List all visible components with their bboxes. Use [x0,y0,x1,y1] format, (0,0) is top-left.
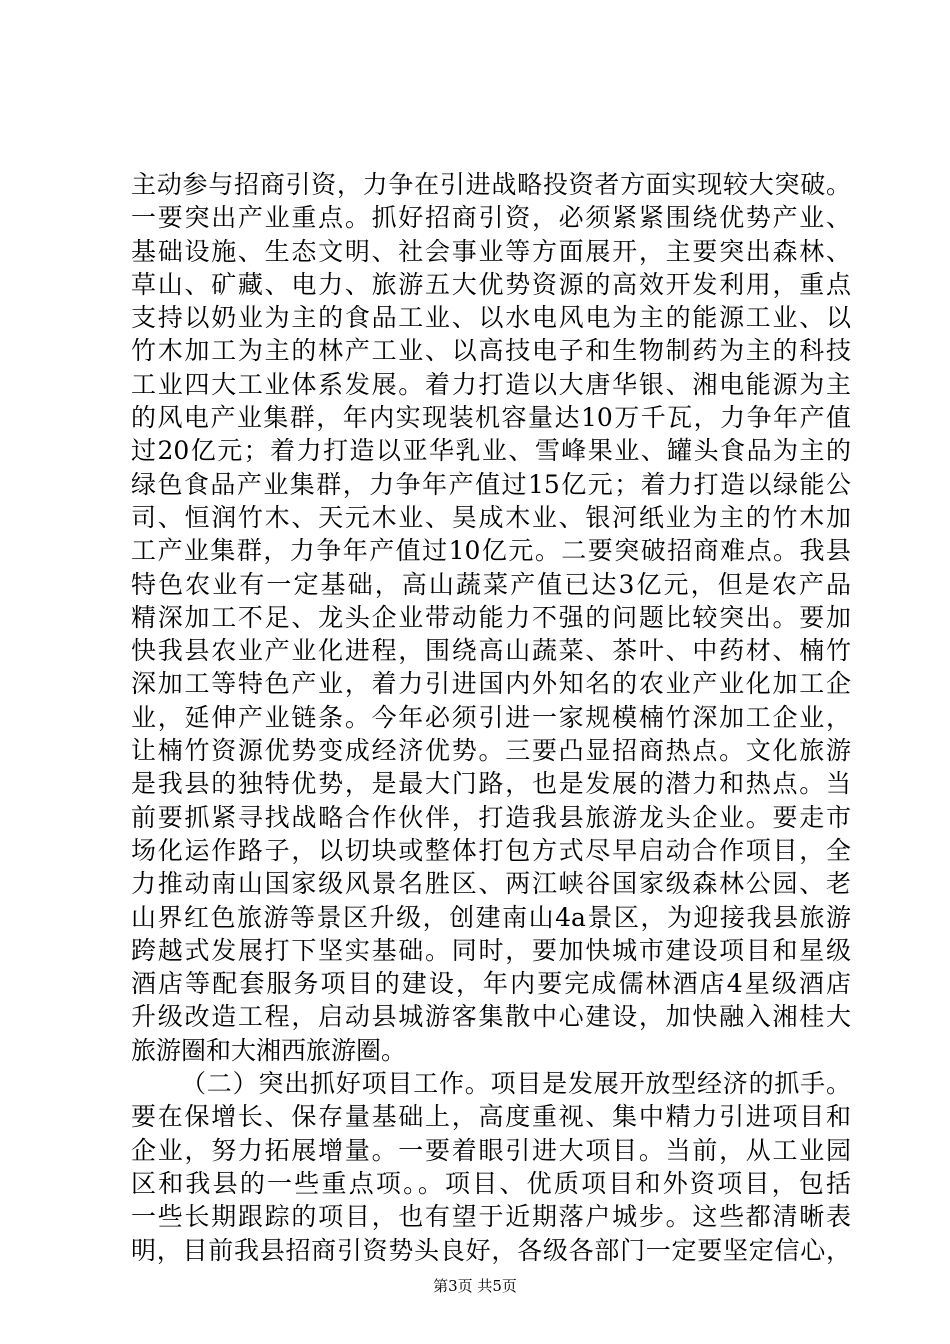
text-line: 是我县的独特优势，是最大门路，也是发展的潜力和热点。当 [131,769,851,799]
text-line: 基础设施、生态文明、社会事业等方面展开，主要突出森林、 [131,236,851,266]
text-line: 酒店等配套服务项目的建设，年内要完成儒林酒店4星级酒店 [131,969,851,999]
text-line: 业，延伸产业链条。今年必须引进一家规模楠竹深加工企业， [131,702,851,732]
text-line: 一要突出产业重点。抓好招商引资，必须紧紧围绕优势产业、 [131,203,851,233]
text-line: 支持以奶业为主的食品工业、以水电风电为主的能源工业、以 [131,303,851,333]
text-line: 前要抓紧寻找战略合作伙伴，打造我县旅游龙头企业。要走市 [131,802,851,832]
text-line: 司、恒润竹木、天元木业、昊成木业、银河纸业为主的竹木加 [131,502,851,532]
text-line: 力推动南山国家级风景名胜区、两江峡谷国家级森林公园、老 [131,869,851,899]
text-line: 场化运作路子，以切块或整体打包方式尽早启动合作项目，全 [131,835,851,865]
text-line: 深加工等特色产业，着力引进国内外知名的农业产业化加工企 [131,669,851,699]
text-line: 山界红色旅游等景区升级，创建南山4a景区，为迎接我县旅游 [131,902,851,932]
text-line: 区和我县的一些重点项。。项目、优质项目和外资项目，包括 [131,1168,851,1198]
text-line: 的风电产业集群，年内实现装机容量达10万千瓦，力争年产值 [131,403,851,433]
text-line: 工业四大工业体系发展。着力打造以大唐华银、湘电能源为主 [131,369,851,399]
text-line: 工产业集群，力争年产值过10亿元。二要突破招商难点。我县 [131,536,851,566]
section-heading-line: （二）突出抓好项目工作。项目是发展开放型经济的抓手。 [181,1069,851,1099]
text-line: 过20亿元；着力打造以亚华乳业、雪峰果业、罐头食品为主的 [131,436,851,466]
text-line: 一些长期跟踪的项目，也有望于近期落户城步。这些都清晰表 [131,1202,851,1232]
text-line: 精深加工不足、龙头企业带动能力不强的问题比较突出。要加 [131,602,851,632]
body-text [131,168,851,1267]
text-line: 草山、矿藏、电力、旅游五大优势资源的高效开发利用，重点 [131,269,851,299]
text-line: 要在保增长、保存量基础上，高度重视、集中精力引进项目和 [131,1102,851,1132]
text-line: 升级改造工程，启动县城游客集散中心建设，加快融入湘桂大 [131,1002,851,1032]
text-line: 竹木加工为主的林产工业、以高技电子和生物制药为主的科技 [131,336,851,366]
text-line: 特色农业有一定基础，高山蔬菜产值已达3亿元，但是农产品 [131,569,851,599]
text-line: 主动参与招商引资，力争在引进战略投资者方面实现较大突破。 [131,170,851,199]
text-line: 企业，努力拓展增量。一要着眼引进大项目。当前，从工业园 [131,1135,851,1165]
text-line: 旅游圈和大湘西旅游圈。 [131,1035,407,1065]
text-line: 绿色食品产业集群，力争年产值过15亿元；着力打造以绿能公 [131,469,851,499]
text-line: 跨越式发展打下坚实基础。同时，要加快城市建设项目和星级 [131,935,851,965]
text-line: 快我县农业产业化进程，围绕高山蔬菜、茶叶、中药材、楠竹 [131,636,851,666]
text-line: 让楠竹资源优势变成经济优势。三要凸显招商热点。文化旅游 [131,736,851,766]
page-number-footer: 第3页 共5页 [433,1277,517,1295]
text-line: 明，目前我县招商引资势头良好，各级各部门一定要坚定信心， [131,1235,851,1265]
